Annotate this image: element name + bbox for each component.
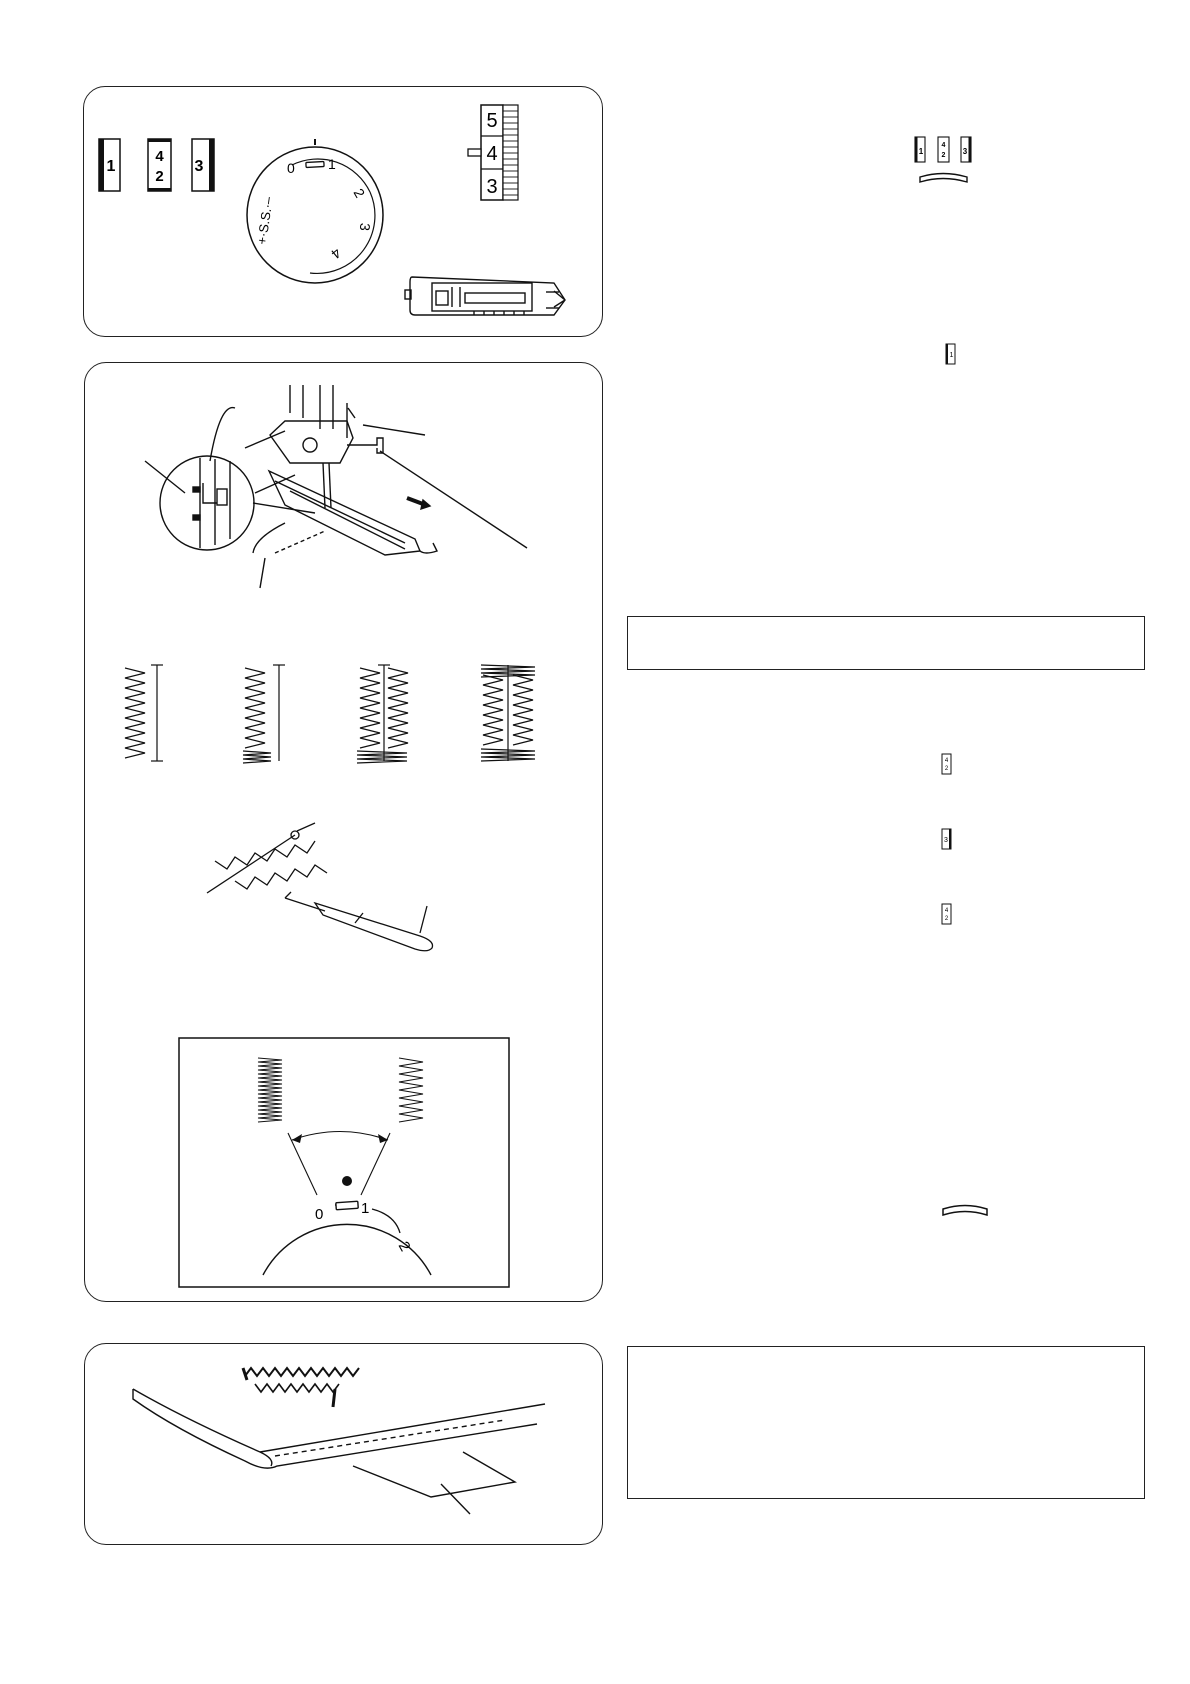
settings-figure [84, 87, 604, 338]
inline-symbol-box-4-2-b [941, 903, 953, 927]
buttonhole-step-2 [243, 665, 285, 763]
svg-text:2: 2 [944, 916, 949, 922]
buttonhole-sequence [125, 665, 535, 763]
svg-text:4: 4 [941, 142, 946, 149]
buttonhole-steps-figure [85, 363, 604, 1303]
buttonhole-step-1 [125, 665, 163, 761]
note-box-1 [627, 616, 1145, 670]
seam-ripper-illustration [207, 823, 433, 951]
svg-text:3: 3 [944, 837, 948, 844]
svg-text:3: 3 [962, 147, 968, 156]
selector-box-3 [192, 139, 214, 191]
note-box-2 [627, 1346, 1145, 1499]
svg-text:5: 5 [486, 110, 498, 132]
svg-text:4: 4 [328, 244, 345, 263]
inline-symbol-box-4-2-a [941, 753, 953, 777]
svg-text:1: 1 [949, 352, 954, 359]
svg-text:3: 3 [486, 176, 498, 198]
stitch-length-gauge [468, 105, 518, 200]
svg-text:4: 4 [944, 758, 949, 764]
svg-text:4: 4 [155, 148, 164, 165]
dial-indicator-icon [940, 1203, 990, 1219]
buttonhole-step-4 [481, 665, 535, 761]
svg-text:2: 2 [394, 1238, 414, 1255]
figure-panel-buttonhole-steps [84, 362, 603, 1302]
presser-foot-illustration [245, 385, 527, 555]
svg-text:2: 2 [350, 185, 369, 201]
selector-box-4-2 [148, 139, 171, 191]
svg-text:2: 2 [944, 766, 949, 772]
svg-text:4: 4 [486, 143, 498, 165]
selector-box-1 [99, 139, 120, 191]
buttonhole-step-3 [357, 665, 408, 763]
figure-panel-settings [83, 86, 603, 337]
interfacing-figure [85, 1344, 604, 1546]
svg-text:1: 1 [918, 147, 924, 156]
figure-panel-interfacing [84, 1343, 603, 1545]
svg-text:0: 0 [315, 1206, 324, 1223]
svg-text:2: 2 [941, 152, 946, 159]
stitch-length-dial [247, 139, 383, 283]
buttonhole-foot [405, 277, 565, 315]
svg-text:4: 4 [944, 908, 949, 914]
svg-text:2: 2 [155, 168, 164, 185]
svg-text:+·S.S.·–: +·S.S.·– [254, 195, 276, 246]
inline-symbol-box-1 [945, 343, 957, 367]
inline-symbol-box-3 [941, 828, 953, 852]
svg-text:3: 3 [194, 158, 204, 175]
svg-text:3: 3 [356, 222, 374, 232]
balance-adjust-box [179, 1038, 509, 1287]
svg-text:1: 1 [106, 158, 116, 175]
svg-text:1: 1 [361, 1200, 370, 1217]
svg-text:0: 0 [287, 160, 295, 176]
magnifier-inset [145, 408, 325, 588]
inline-symbol-group-1 [915, 137, 975, 187]
svg-text:1: 1 [328, 156, 336, 172]
